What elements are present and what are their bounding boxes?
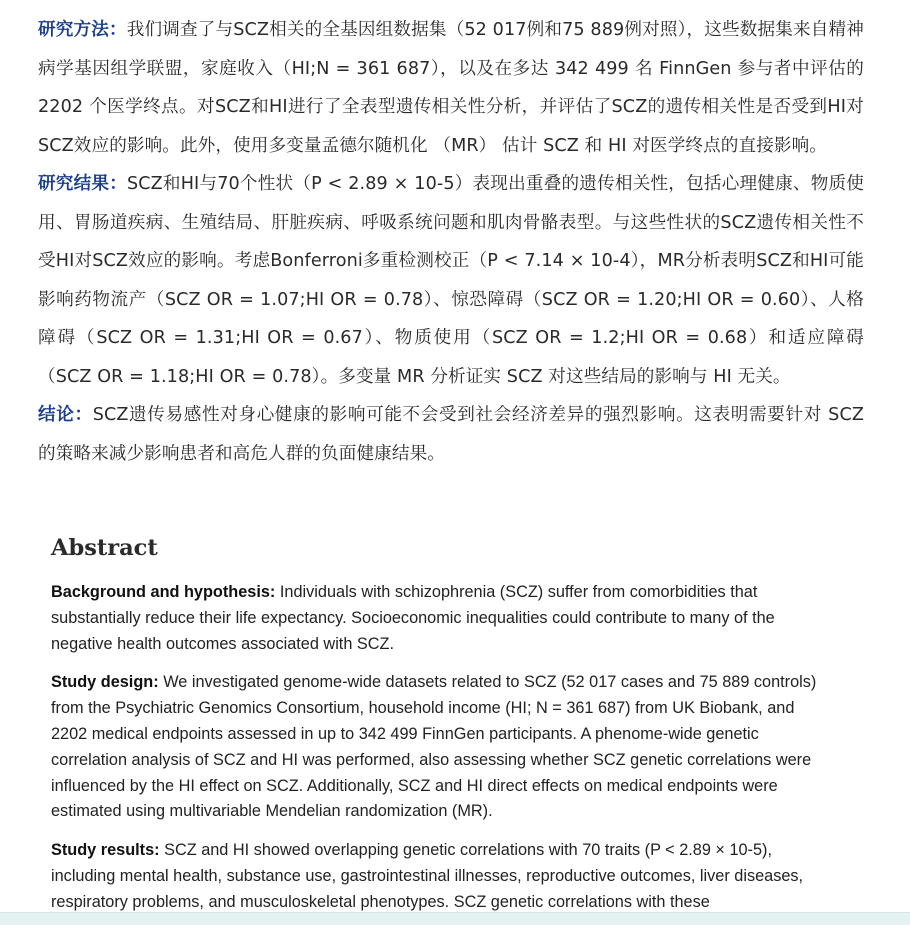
background-label: Background and hypothesis: [51,583,276,601]
methods-text: 我们调查了与SCZ相关的全基因组数据集（52 017例和75 889例对照），这些数据集来自精神病学基因组学联盟，家庭收入（HI;N = 361 687），以及在多达 342 499 名 FinnGen 参与者中评估的 2202 个医学终点。对SCZ和HI进行了全表型遗传相关性分析，并评估了SCZ的遗传相关性是否受到HI对SCZ效应的影响。此外，使用多变量孟德尔随机化 （MR） 估计 SCZ 和 HI 对医学终点的直接影响。 [38,20,864,156]
conclusion-text: SCZ遗传易感性对身心健康的影响可能不会受到社会经济差异的强烈影响。这表明需要针对 SCZ 的策略来减少影响患者和高危人群的负面健康结果。 [38,405,864,464]
abstract-title: Abstract [51,535,158,561]
abstract-screenshot [32,528,832,925]
design-label: Study design: [51,673,159,692]
conclusion-label: 结论： [38,405,93,425]
results-text: SCZ和HI与70个性状（P < 2.89 × 10-5）表现出重叠的遗传相关性，包括心理健康、物质使用、胃肠道疾病、生殖结局、肝脏疾病、呼吸系统问题和肌肉骨骼表型。与这些性状的SCZ遗传相关性不受HI对SCZ效应的影响。考虑Bonferroni多重检测校正（P < 7.14 × 10-4），MR分析表明SCZ和HI可能影响药物流产（SCZ OR = 1.07;HI OR = 0.78）、惊恐障碍（SCZ OR = 1.20;HI OR = 0.60）、人格障碍（SCZ OR = 1.31;HI OR = 0.67）、物质使用（SCZ OR = 1.2;HI OR = 0.68）和适应障碍（SCZ OR = 1.18;HI OR = 0.78）。多变量 MR 分析证实 SCZ 对这些结局的影响与 HI 无关。 [38,174,864,387]
conclusion-paragraph [38,396,864,473]
methods-label: 研究方法： [38,20,127,40]
study-results-text: SCZ and HI showed overlapping genetic correlations with 70 traits (P < 2.89 × 10-5), including mental health, substance use, gastrointestinal illnesses, reproductive outcomes, liver diseases, respiratory problems, and musculoskeletal phenotypes. SCZ genetic correlations with these [51,841,804,911]
results-paragraph [38,165,864,396]
background-paragraph [51,580,826,657]
study-results-label: Study results: [51,841,160,860]
results-label: 研究结果： [38,174,127,194]
design-paragraph [51,670,826,825]
abstract-body [51,580,826,925]
chinese-abstract [38,11,864,473]
background-text: Individuals with schizophrenia (SCZ) suffer from comorbidities that substantially reduce their life expectancy. Socioeconomic inequalities could contribute to many of the negative health outcomes associated with SCZ. [51,583,775,653]
methods-paragraph [38,11,864,165]
bottom-toolbar-edge [0,912,910,925]
study-results-paragraph [51,838,826,915]
design-text: We investigated genome-wide datasets related to SCZ (52 017 cases and 75 889 controls) from the Psychiatric Genomics Consortium, household income (HI; N = 361 687) from UK Biobank, and 2202 medical endpoints assessed in up to 342 499 FinnGen participants. A phenome-wide genetic correlation analysis of SCZ and HI was performed, also assessing whether SCZ genetic correlations were influenced by the HI effect on SCZ. Additionally, SCZ and HI direct effects on medical endpoints were estimated using multivariable Mendelian randomization (MR). [51,673,817,821]
